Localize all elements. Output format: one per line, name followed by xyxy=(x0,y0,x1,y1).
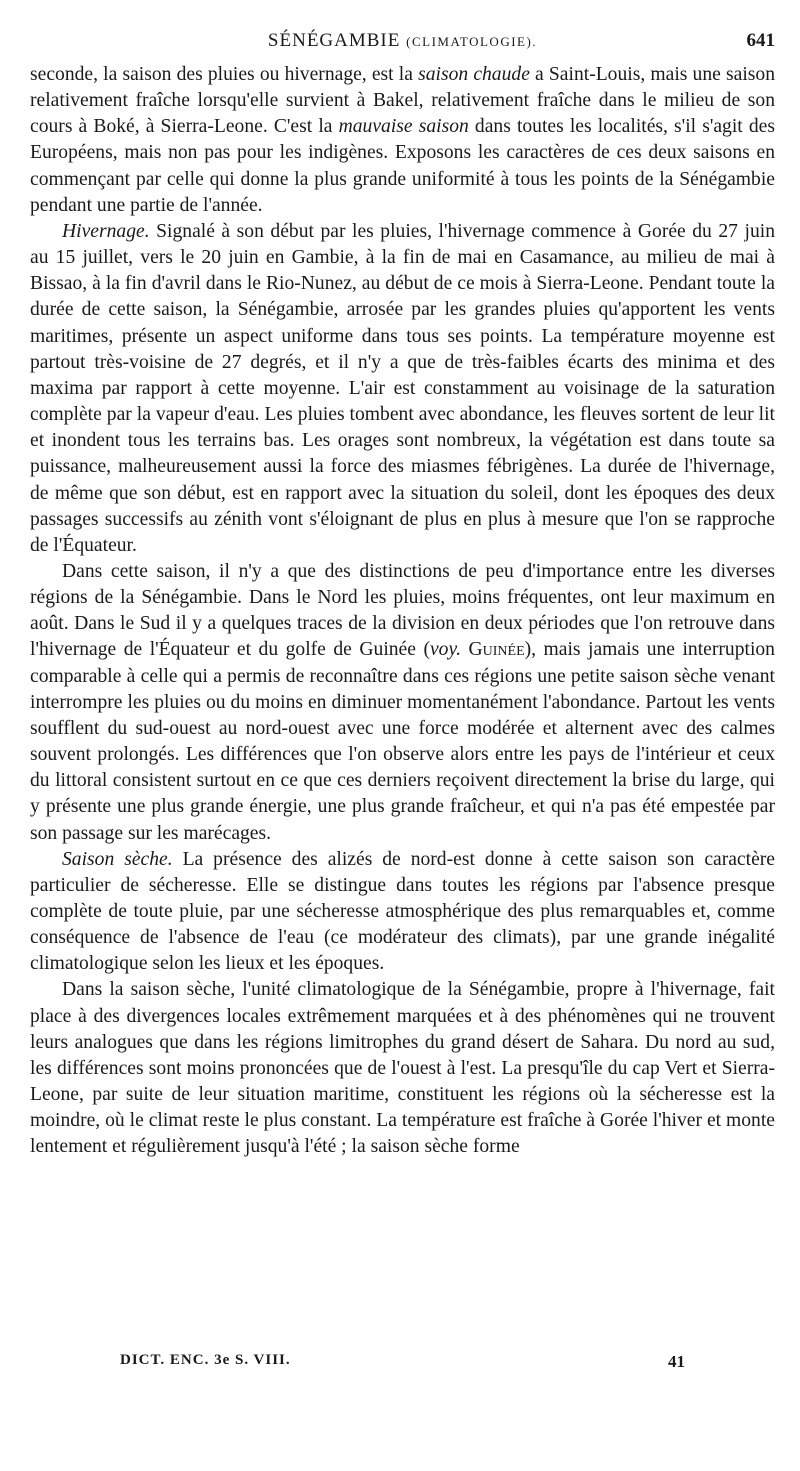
page-number: 641 xyxy=(746,30,775,51)
paragraph-seasons-intro xyxy=(30,62,775,219)
section-lead-saison-seche: Saison sèche. xyxy=(62,848,173,870)
paragraph-dry-season-divergences xyxy=(30,977,775,1160)
signature-number: 41 xyxy=(668,1352,685,1371)
printer-signature: DICT. ENC. 3e S. VIII. xyxy=(120,1352,291,1368)
emphasis-mauvaise-saison: mauvaise saison xyxy=(338,116,469,138)
paragraph-saison-seche xyxy=(30,847,775,978)
running-title-sub: (CLIMATOLOGIE). xyxy=(406,34,538,49)
emphasis-saison-chaude: saison chaude xyxy=(418,64,530,85)
paragraph-text: La présence des alizés de nord-est donne à cette saison son caractère particulier de sécheresse. Elle se distingue dans toutes les régions par l'absence presque complète de toute pluie, par une sécheresse atmosphérique des plus remarquables et, comme conséquence de l'absence de l'eau (ce modérateur des climats), par une grande inégalité climatologique selon les lieux et les époques. xyxy=(30,848,775,975)
paragraph-text: Dans cette saison, il n'y a que des distinctions de peu d'importance entre les diverses régions de la Sénégambie. Dans le Nord les pluies, moins fréquentes, ont leur maximum en août. Dans le Sud il y a quelques traces de la division en deux périodes que l'on retrouve dans l'hivernage de l'Équateur et du golfe de Guinée ( xyxy=(30,560,775,661)
running-title-main: SÉNÉGAMBIE xyxy=(267,30,401,51)
paragraph-text: Dans la saison sèche, l'unité climatologique de la Sénégambie, propre à l'hivernage, fait place à des divergences locales extrêmement marquées et à des phénomènes qui ne trouvent leurs analogues que dans les régions limitrophes du grand désert de Sahara. Du nord au sud, les différences sont moins prononcées que de l'ouest à l'est. La presqu'île du cap Vert et Sierra-Leone, par suite de leur situation maritime, constituent les régions où la sécheresse est la moindre, où le climat reste le plus constant. La température est fraîche à Gorée l'hiver et monte lentement et régulièrement jusqu'à l'été ; la saison sèche forme xyxy=(30,979,775,1158)
paragraph-text: ), mais jamais une interruption comparable à celle qui a permis de reconnaître dans ces régions une petite saison sèche venant interrompre les pluies ou du moins en diminuer momentanément l'abondance. Partout les vents soufflent du sud-ouest au nord-ouest avec une force modérée et alternent avec des calmes souvent prolongés. Les différences que l'on observe alors entre les pays de l'intérieur et ceux du littoral consistent surtout en ce que ces derniers reçoivent directement la brise du large, qui y présente une plus grande énergie, une plus grande fraîcheur, et qui n'a pas été empestée par son passage sur les marécages. xyxy=(30,639,775,844)
paragraph-text: seconde, la saison des pluies ou hivernage, est la xyxy=(30,64,419,85)
printer-signature-line xyxy=(120,1352,685,1376)
running-head xyxy=(30,30,775,58)
section-lead-hivernage: Hivernage. xyxy=(62,220,150,242)
paragraph-text: Signalé à son début par les pluies, l'hivernage commence à Gorée du 27 juin au 15 juillet, vers le 20 juin en Gambie, à la fin de mai en Casamance, au milieu de mai à Bissao, à la fin d'avril dans le Rio-Nunez, au début de ce mois à Sierra-Leone. Pendant toute la durée de cette saison, la Sénégambie, arrosée par les grandes pluies qu'apportent les vents maritimes, présente un aspect uniforme dans tous ses points. La température moyenne est partout très-voisine de 27 degrés, et il n'y a que de très-faibles écarts des minima et des maxima par rapport à cette moyenne. L'air est constamment au voisinage de la saturation complète par la vapeur d'eau. Les pluies tombent avec abondance, les fleuves sortent de leur lit et inondent tous les terrains bas. Les orages sont nombreux, la végétation est dans toute sa puissance, malheureusement aussi la force des miasmes fébrigènes. La durée de l'hivernage, de même que son début, est en rapport avec la situation du soleil, dont les époques des deux passages successifs au zénith vont s'éloignant de plus en plus à mesure que l'on se rapproche de l'Équateur. xyxy=(30,220,775,556)
paragraph-text: a Saint-Louis, mais une saison relativement fraîche lorsqu'elle survient à Bakel, relativement fraîche dans le milieu de son cours à Boké, à Sierra-Leone. C'est la xyxy=(30,64,775,138)
body-text xyxy=(30,62,775,1161)
cross-reference-guinee: Guinée xyxy=(468,639,525,661)
paragraph-hivernage xyxy=(30,219,775,559)
cross-reference-voy: voy. xyxy=(429,639,461,661)
paragraph-regional-distinctions xyxy=(30,559,775,847)
running-title xyxy=(30,30,775,52)
paragraph-text: dans toutes les localités, s'il s'agit des Européens, mais non pas pour les indigènes. Exposons les caractères de ces deux saisons en commençant par celle qui donne la plus grande uniformité à tous les points de la Sénégambie pendant une partie de l'année. xyxy=(30,116,775,216)
